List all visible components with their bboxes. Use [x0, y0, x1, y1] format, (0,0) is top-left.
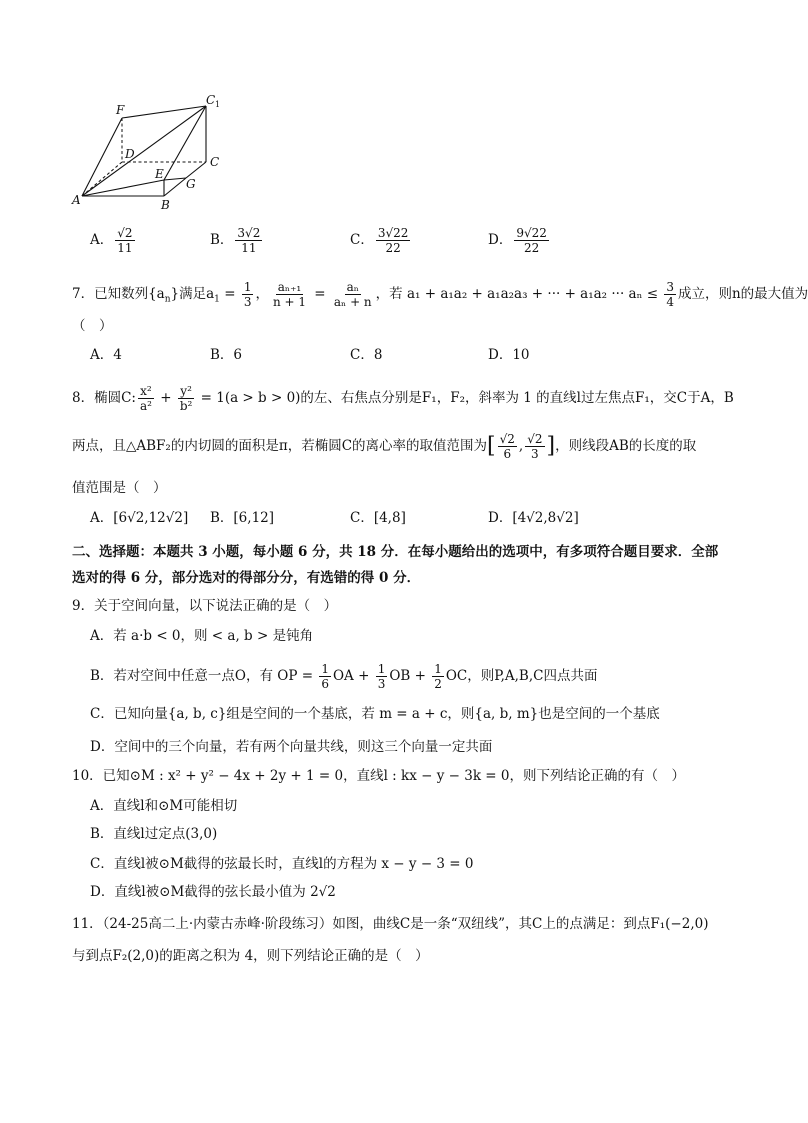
q7-stem: 7．已知数列$\{a_n\}$满足$a_1$ = $\frac{1}{3}$ ， $\frac{\text{aₙ₊₁}}{n + 1}$ = $\frac{\text{aₙ}}{\text{aₙ + n}}$ ，若 a₁ + a₁a₂ + a₁a₂a₃ + ··· + a₁a₂ ··· aₙ ≤ $\frac{3}{4}$ 成立，则n的最大值为	[72, 280, 808, 309]
q8-stem-line3: 值范围是（ ）	[72, 480, 167, 496]
option-letter: A．	[90, 232, 114, 248]
q9-option-b[interactable]: B．若对空间中任意一点O，有 OP = $\frac{1}{6}$ OA + $\frac{1}{3}$ OB + $\frac{1}{2}$ OC，则P,A,B,C四点共面	[90, 662, 598, 691]
section2-heading: 二、选择题：本题共 3 小题，每小题 6 分，共 18 分．在每小题给出的选项中，有多项符合题目要求．全部	[72, 544, 719, 560]
fraction: $\frac{9√22}{22}$	[516, 226, 547, 255]
label-D: D	[125, 147, 135, 161]
q7-option-c[interactable]: C．8	[350, 347, 383, 363]
q10-option-d[interactable]: D．直线l被⊙M截得的弦长最小值为 2√2	[90, 884, 336, 900]
q10-option-c[interactable]: C．直线l被⊙M截得的弦最长时，直线l的方程为 x − y − 3 = 0	[90, 856, 474, 872]
edge-EG	[164, 178, 186, 180]
q6-option-d[interactable]	[488, 226, 551, 255]
label-F: F	[116, 103, 125, 117]
q6-option-a[interactable]	[90, 226, 137, 255]
edge-GB	[164, 178, 186, 196]
label-G: G	[186, 177, 196, 191]
left-bracket: [	[487, 433, 496, 459]
label-C1-sub: 1	[215, 100, 221, 109]
edge-FC1	[122, 106, 206, 118]
q7-option-b[interactable]: B．6	[210, 347, 243, 363]
q11-stem-line1: 11．（24-25高二上·内蒙古赤峰·阶段练习）如图，曲线C是一条“双纽线”，其C上的点满足：到点F₁(−2,0)	[72, 916, 709, 932]
q6-option-b[interactable]	[210, 226, 264, 255]
comma: ,	[518, 438, 524, 454]
fraction: $\frac{1}{3}$	[377, 662, 386, 691]
option-letter: D．	[488, 232, 513, 248]
fraction: $\frac{1}{6}$	[321, 662, 329, 691]
q10-stem: 10．已知⊙M : x² + y² − 4x + 2y + 1 = 0，直线l : kx − y − 3k = 0，则下列结论正确的有（ ）	[72, 768, 685, 784]
q9-option-c[interactable]: C．已知向量{a, b, c}组是空间的一个基底，若 m = a + c，则{a, b, m}也是空间的一个基底	[90, 706, 660, 722]
fraction: $\frac{\text{x²}}{\text{a²}}$	[139, 384, 152, 413]
label-B: B	[161, 198, 170, 212]
q11-stem-line2: 与到点F₂(2,0)的距离之积为 4，则下列结论正确的是（ ）	[72, 948, 429, 964]
edge-AE	[82, 180, 164, 196]
fraction: $\frac{\text{y²}}{\text{b²}}$	[179, 384, 193, 413]
q7-option-d[interactable]: D．10	[488, 347, 530, 363]
q8-option-d[interactable]: D．[4√2,8√2]	[488, 510, 579, 526]
q9-stem: 9．关于空间向量，以下说法正确的是（ ）	[72, 598, 338, 614]
fraction: $\frac{1}{3}$	[243, 280, 252, 309]
fraction: $\frac{1}{2}$	[434, 662, 442, 691]
label-C: C	[210, 155, 220, 169]
option-letter: B．	[210, 232, 234, 248]
fraction: $\frac{\text{aₙ}}{\text{aₙ + n}}$	[333, 280, 372, 309]
q8-option-a[interactable]: A．[6√2,12√2]	[90, 510, 189, 526]
edge-AF	[82, 118, 122, 196]
q6-option-c[interactable]	[350, 226, 412, 255]
q7-paren: （ ）	[72, 318, 113, 334]
edge-EC1	[164, 106, 206, 180]
option-letter: C．	[350, 232, 374, 248]
q10-option-b[interactable]: B．直线l过定点(3,0)	[90, 826, 218, 842]
edge-CG	[186, 162, 206, 178]
label-C1: C	[206, 93, 216, 107]
q8-option-c[interactable]: C．[4,8]	[350, 510, 406, 526]
section2-heading-line2: 选对的得 6 分，部分选对的得部分分，有选错的得 0 分．	[72, 570, 421, 586]
fraction: $\frac{√2}{3}$	[527, 432, 543, 461]
q8-stem-line1: 8．椭圆C: $\frac{\text{x²}}{\text{a²}}$ + $\frac{\text{y²}}{\text{b²}}$ = 1(a > b > 0)的左、右焦点分别是F₁，F₂，斜率为 1 的直线l过左焦点F₁，交C于A，B	[72, 384, 734, 413]
fraction: $\frac{3}{4}$	[666, 280, 674, 309]
fraction: $\frac{\text{aₙ₊₁}}{n + 1}$	[272, 280, 306, 309]
q8-stem-line2: 两点，且△ABF₂的内切圆的面积是π，若椭圆C的离心率的取值范围为[ $\frac{√2}{6}$ , $\frac{√2}{3}$ ]，则线段AB的长度的取	[72, 432, 697, 461]
q10-option-a[interactable]: A．直线l和⊙M可能相切	[90, 798, 238, 814]
fraction: $\frac{√2}{11}$	[117, 226, 133, 255]
edge-AD-hidden	[82, 162, 122, 196]
prism-figure	[70, 92, 230, 210]
q9-option-d[interactable]: D．空间中的三个向量，若有两个向量共线，则这三个向量一定共面	[90, 739, 493, 755]
fraction: $\frac{3√2}{11}$	[237, 226, 261, 255]
fraction: $\frac{√2}{6}$	[499, 432, 515, 461]
q9-option-a[interactable]: A．若 a·b < 0，则 < a, b > 是钝角	[90, 628, 314, 644]
right-bracket: ]	[546, 433, 556, 459]
label-A: A	[72, 193, 81, 207]
fraction: $\frac{3√22}{22}$	[377, 226, 409, 255]
label-E: E	[155, 167, 164, 181]
q8-option-b[interactable]: B．[6,12]	[210, 510, 275, 526]
q7-option-a[interactable]: A．4	[90, 347, 122, 363]
